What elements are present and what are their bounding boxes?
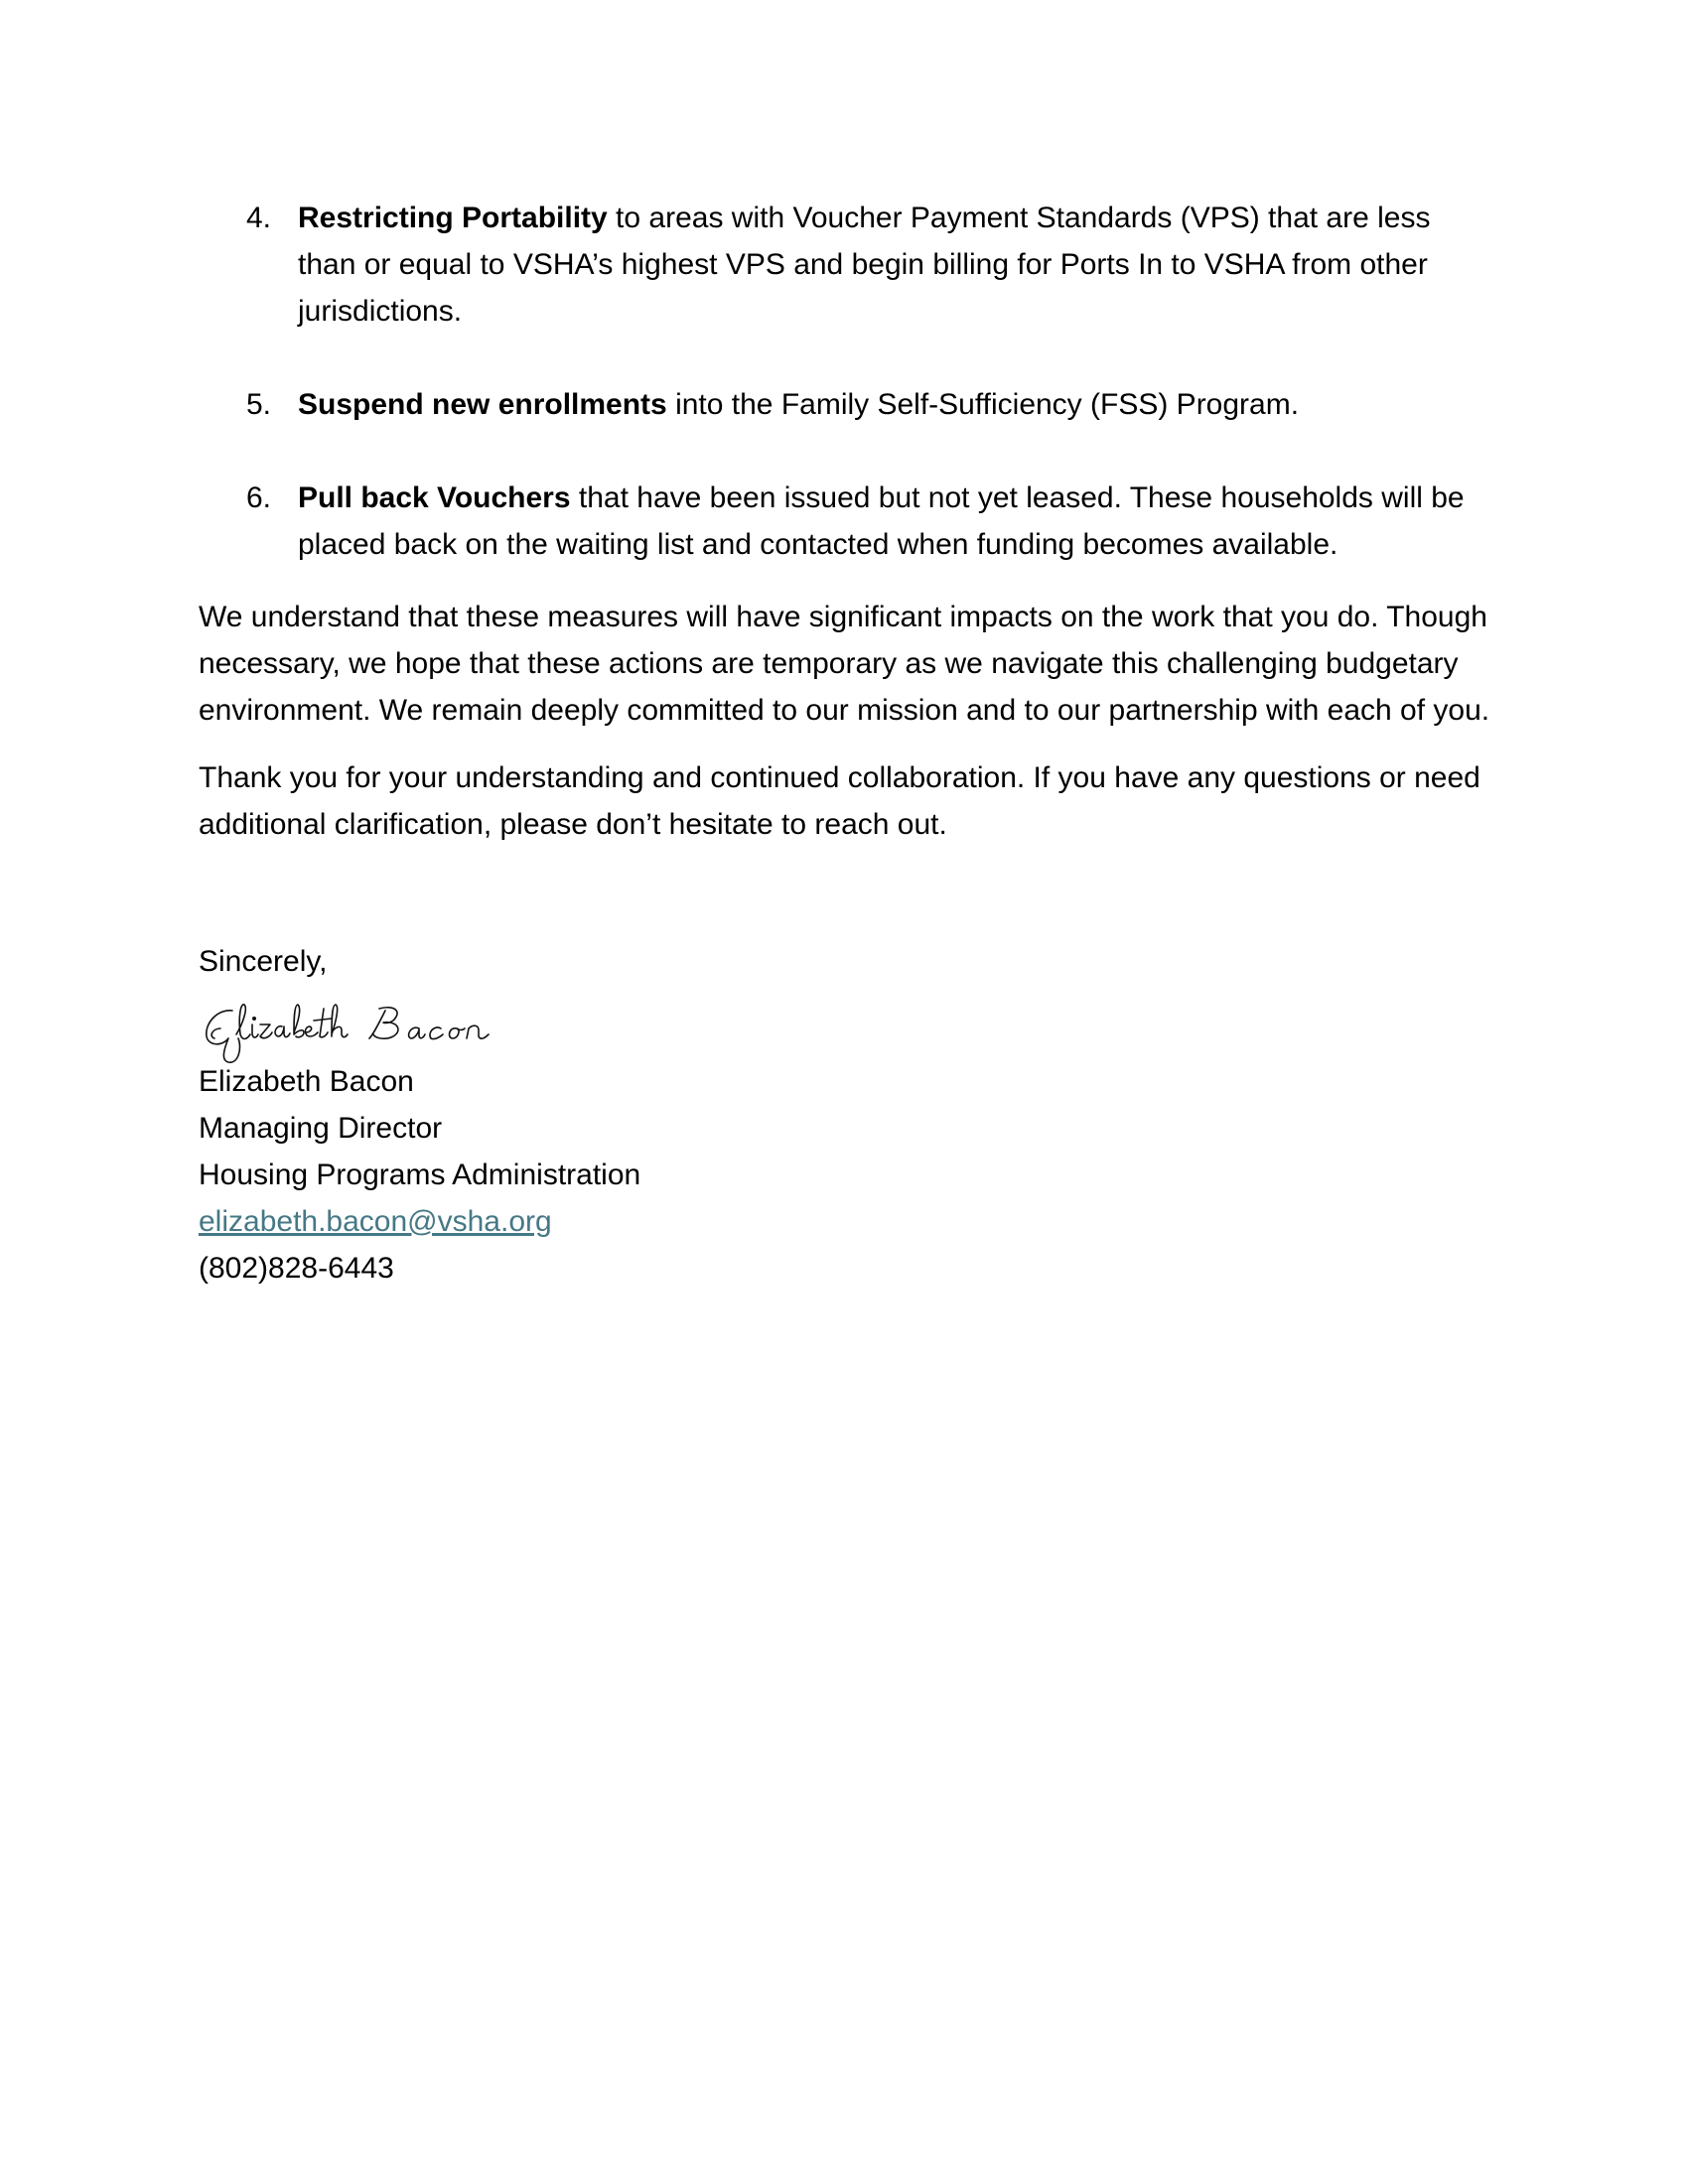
list-item — [199, 195, 1494, 335]
sender-phone: (802)828-6443 — [199, 1252, 394, 1285]
list-item-number: 6. — [246, 481, 272, 514]
list-item — [199, 381, 1494, 428]
sender-signature-block — [199, 1058, 1494, 1292]
letter-body — [199, 195, 1494, 1292]
list-item-heading: Restricting Portability — [298, 202, 608, 234]
list-item-text: into the Family Self-Sufficiency (FSS) Program. — [666, 388, 1300, 421]
list-item-number: 4. — [246, 202, 272, 234]
sender-title: Managing Director — [199, 1112, 443, 1145]
sender-name: Elizabeth Bacon — [199, 1065, 414, 1098]
list-item-heading: Pull back Vouchers — [298, 481, 571, 514]
sender-email-link[interactable]: elizabeth.bacon@vsha.org — [199, 1205, 552, 1238]
thank-you-paragraph: Thank you for your understanding and continued collaboration. If you have any questions or need additional clarification, please don’t hesitate to reach out. — [199, 761, 1480, 841]
list-item-text: that have been issued but not yet leased. These households will be placed back on the waiting list and contacted when funding becomes available. — [298, 481, 1465, 561]
closing-salutation: Sincerely, — [199, 945, 328, 978]
measures-list — [199, 195, 1494, 568]
handwritten-signature — [199, 989, 556, 1066]
list-item-number: 5. — [246, 388, 272, 421]
sender-department: Housing Programs Administration — [199, 1159, 641, 1191]
list-item — [199, 475, 1494, 568]
list-item-text: to areas with Voucher Payment Standards (VPS) that are less than or equal to VSHA’s highest VPS and begin billing for Ports In to VSHA from other jurisdictions. — [298, 202, 1431, 328]
list-item-heading: Suspend new enrollments — [298, 388, 667, 421]
impact-paragraph: We understand that these measures will have significant impacts on the work that you do. Though necessary, we hope that these actions are temporary as we navigate this challenging budgetary environment. We remain deeply committed to our mission and to our partnership with each of you. — [199, 601, 1490, 727]
